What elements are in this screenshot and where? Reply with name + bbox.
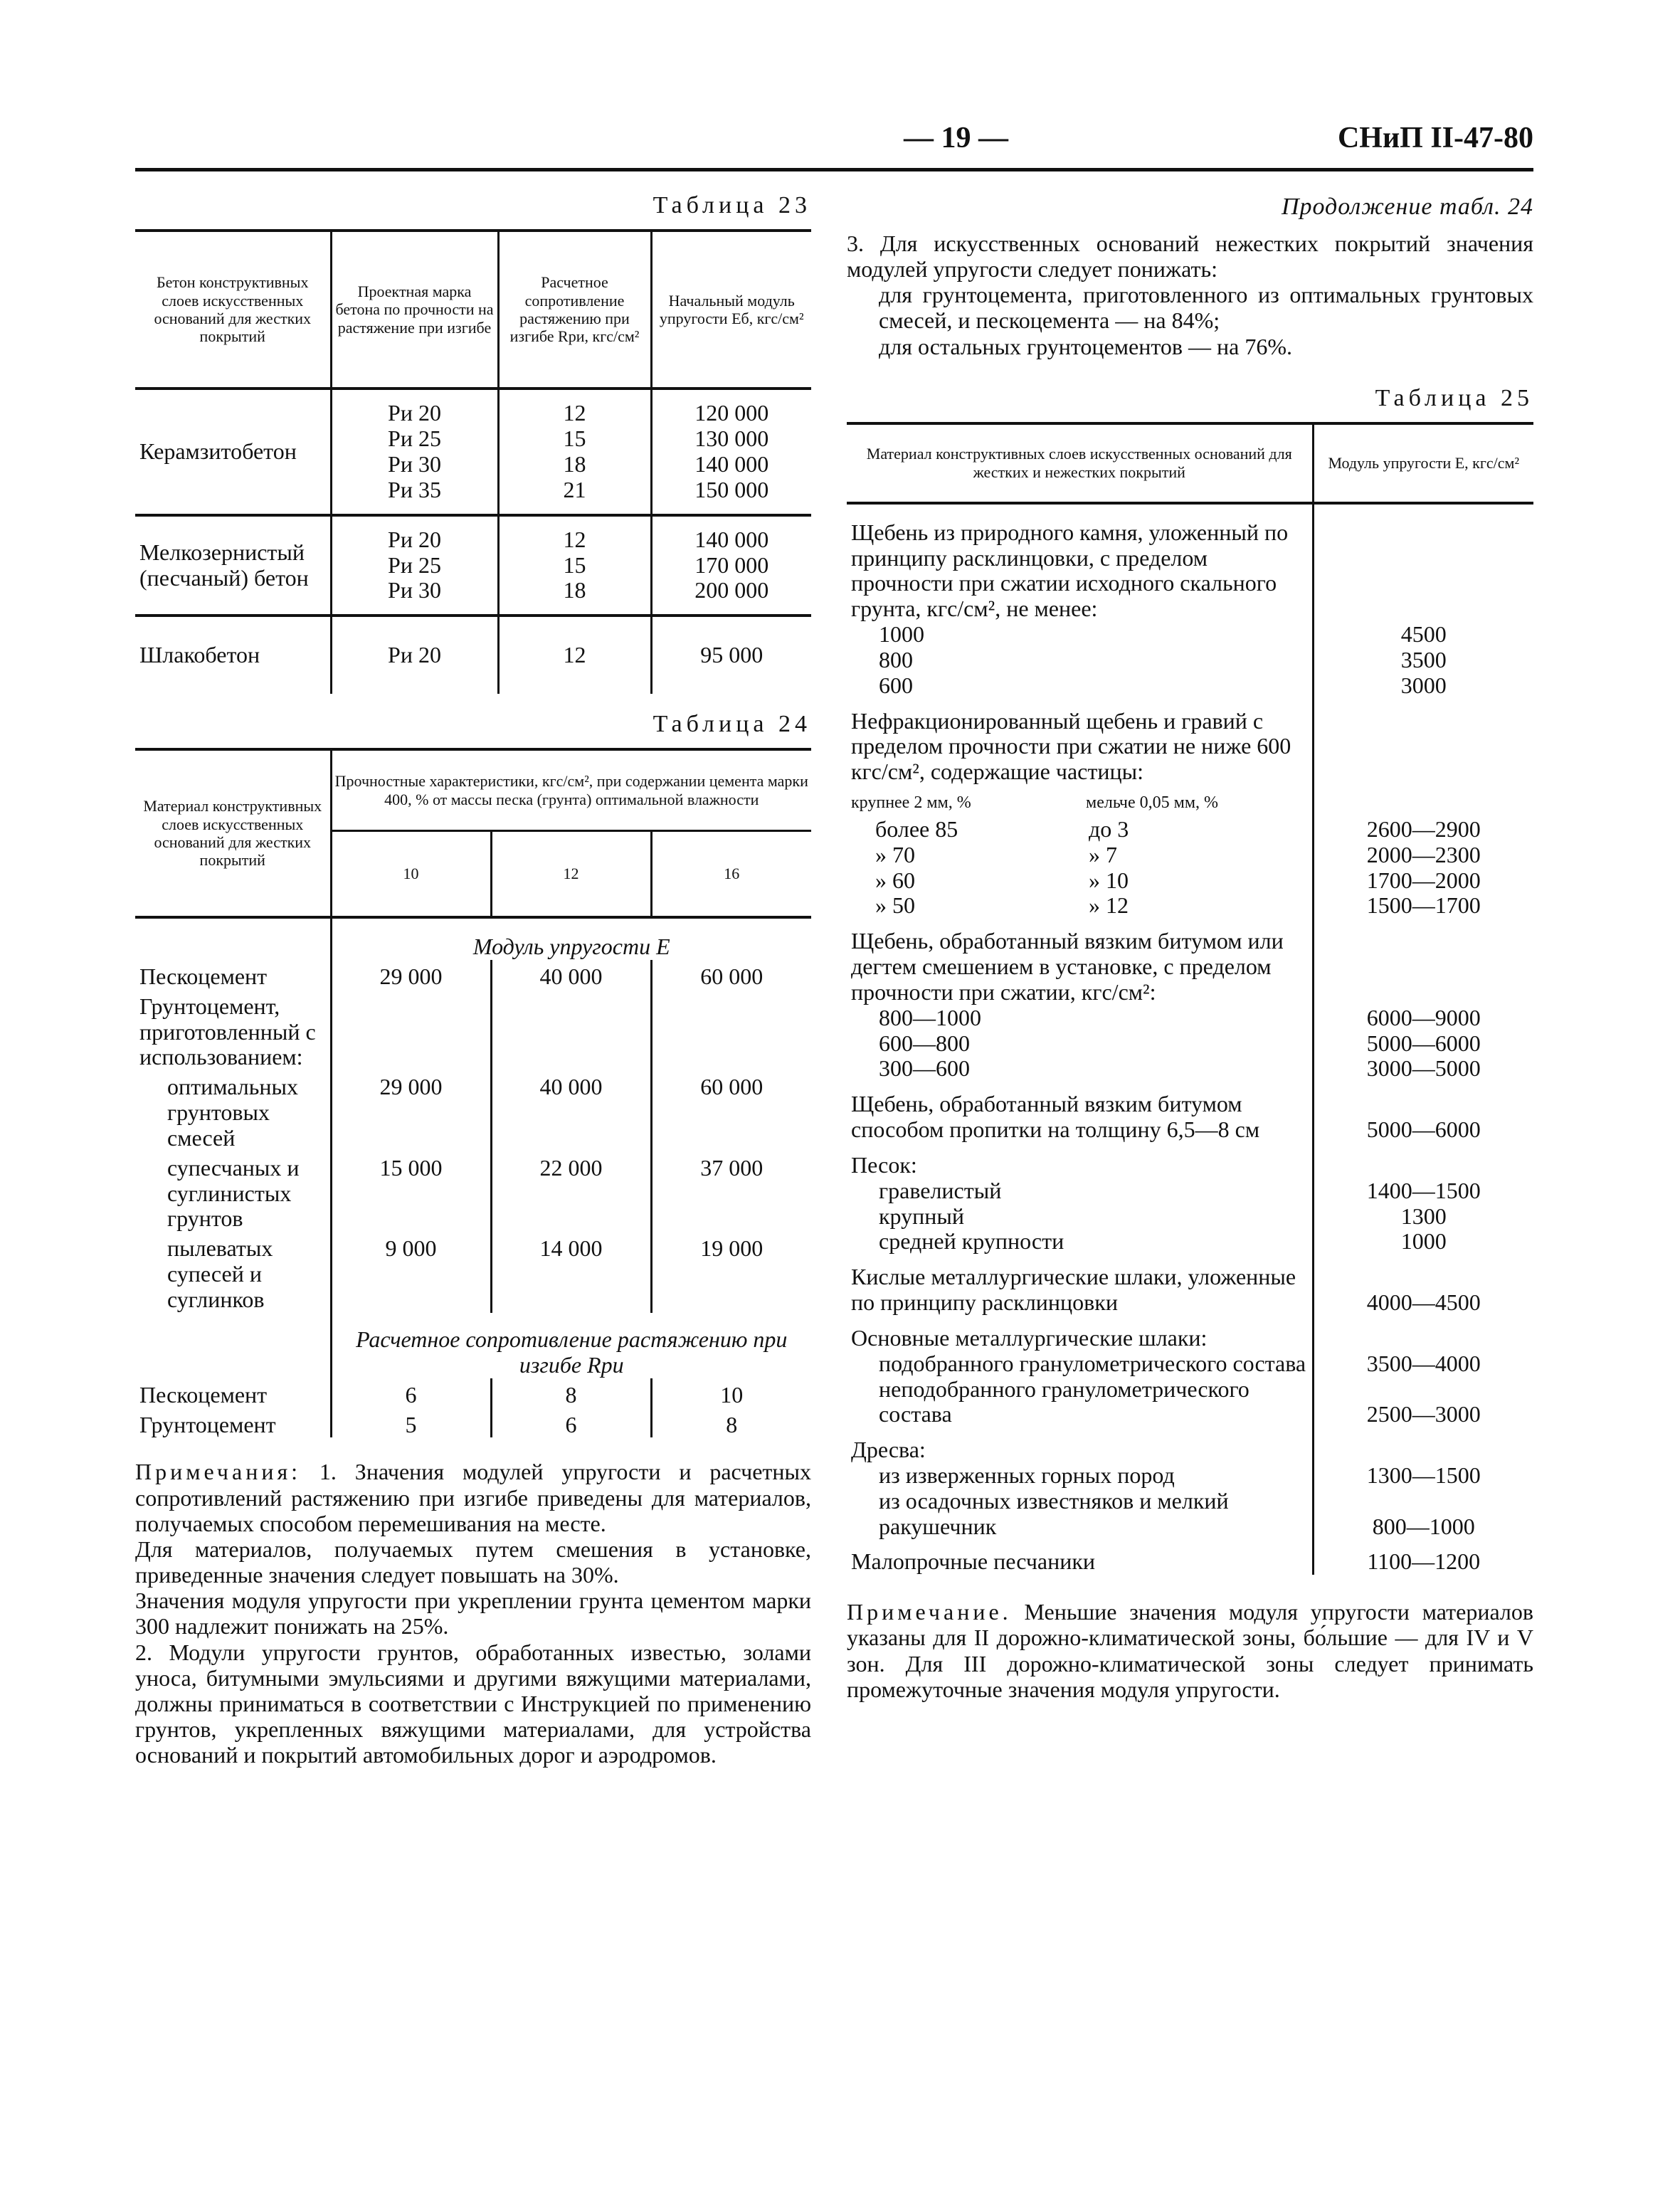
table25-modulus: 1400—1500 <box>1313 1178 1533 1204</box>
table25-material: 800 <box>879 646 913 672</box>
table24-value: 22 000 <box>491 1151 651 1232</box>
table25-modulus <box>1313 1427 1533 1463</box>
table25-header: Модуль упругости E, кгс/см² <box>1313 423 1533 503</box>
table23-value: 12 <box>563 642 586 668</box>
table24-material: супесчаных и суглинистых грунтов <box>167 1154 300 1232</box>
table25-material: средней крупности <box>879 1228 1064 1255</box>
table24-value: 40 000 <box>491 1070 651 1151</box>
table23-cell <box>651 616 811 694</box>
table24-value: 40 000 <box>491 960 651 990</box>
table24-value: 60 000 <box>651 1070 811 1151</box>
table25-modulus: 2000—2300 <box>1313 843 1533 868</box>
table25-empty <box>1313 785 1533 817</box>
table23-material: Шлакобетон <box>139 642 260 668</box>
table24-value: 6 <box>331 1378 491 1408</box>
particle-fine: » 10 <box>1089 867 1129 893</box>
table24-continuation-caption: Продолжение табл. 24 <box>1281 194 1533 220</box>
note-25 <box>847 1599 1533 1702</box>
table25-modulus: 3500 <box>1313 648 1533 673</box>
table24-material: оптимальных грунтовых смесей <box>167 1074 298 1151</box>
table24-value: 9 000 <box>331 1232 491 1312</box>
table25-caption: Таблица 25 <box>1375 384 1533 411</box>
table25-material <box>847 893 1313 919</box>
left-column <box>135 192 811 1768</box>
table24-value: 29 000 <box>331 960 491 990</box>
table25-material: Кислые металлургические шлаки, уложенные по принципу расклинцовки <box>851 1264 1296 1316</box>
header-rule <box>135 168 1533 171</box>
particle-fine: до 3 <box>1089 815 1129 842</box>
table25-modulus: 4500 <box>1313 622 1533 648</box>
table23-cell <box>498 616 651 694</box>
table25-row <box>847 520 1533 622</box>
table24-header-material: Материал конструктивных слоев искусственных оснований для жестких покрытий <box>135 749 331 917</box>
table23-value: 95 000 <box>700 642 764 668</box>
table25-row <box>847 1082 1533 1143</box>
table25-row <box>847 1463 1533 1489</box>
table25-modulus: 1000 <box>1313 1229 1533 1255</box>
table25-modulus: 1300—1500 <box>1313 1463 1533 1489</box>
note25-para: Примечание. Меньшие значения модуля упругости материалов указаны для II дорожно-климатической зоны, бо́льшие — для IV и V зон. Для III дорожно-климатической зоны следует принимать промежуточные значения модуля упругости. <box>847 1599 1534 1702</box>
table25-row <box>847 1316 1533 1351</box>
table25-modulus: 3000 <box>1313 673 1533 699</box>
table24-value: 29 000 <box>331 1070 491 1151</box>
table25-material: 300—600 <box>879 1055 970 1082</box>
table25-modulus: 3000—5000 <box>1313 1056 1533 1082</box>
table25-row <box>847 648 1533 673</box>
table25-row <box>847 622 1533 648</box>
table24-value <box>651 990 811 1070</box>
table25-material: Щебень из природного камня, уложенный по принципу расклинцовки, с пределом прочности при сжатии исходного скального грунта, кгс/см², не менее: <box>851 519 1289 622</box>
table25-material: крупный <box>879 1203 964 1229</box>
notes24-title: Примечания: <box>135 1459 302 1485</box>
table25-material: Дресва: <box>851 1437 926 1463</box>
table25-modulus: 1300 <box>1313 1204 1533 1230</box>
cont24-para: 3. Для искусственных оснований нежестких покрытий значения модулей упругости следует понижать: <box>847 231 1533 283</box>
table25-material: из осадочных известняков и мелкий ракушечник <box>879 1487 1229 1539</box>
table24-value: 37 000 <box>651 1151 811 1232</box>
table25-row <box>847 1143 1533 1178</box>
notes24-para: Для материалов, получаемых путем смешения в установке, приведенные значения следует повышать на 30%. <box>135 1536 811 1588</box>
table25-modulus <box>1313 520 1533 622</box>
table25-material: из изверженных горных пород <box>879 1462 1175 1488</box>
table25-row <box>847 1005 1533 1031</box>
table23-header: Начальный модуль упругости Eб, кгс/см² <box>651 231 811 389</box>
table25-material: Щебень, обработанный вязким битумом или дегтем смешением в установке, с пределом прочности при сжатии, кгс/см²: <box>851 928 1284 1005</box>
table25-material: подобранного гранулометрического состава <box>879 1350 1306 1376</box>
table25-particle-subheader <box>847 785 1313 817</box>
table25-header-row <box>847 423 1533 503</box>
table25-material: 600 <box>879 672 913 698</box>
table25-row <box>847 1351 1533 1377</box>
table23-caption: Таблица 23 <box>653 192 811 218</box>
notes24-para: Значения модуля упругости при укреплении грунта цементом марки 300 надлежит понижать на 25%. <box>135 1588 811 1640</box>
table24-value: 15 000 <box>331 1151 491 1232</box>
particle-coarse: более 85 <box>875 815 958 842</box>
table25-row <box>847 843 1533 868</box>
table23-material: Мелкозернистый (песчаный) бетон <box>139 539 309 591</box>
table-23 <box>135 229 811 694</box>
right-column <box>847 192 1533 1702</box>
table24-row <box>135 1070 811 1151</box>
table24-row <box>135 990 811 1070</box>
notes24-para: 2. Модули упругости грунтов, обработанных известью, золами уноса, битумными эмульсиями и другими вяжущими материалами, должны приниматься в соответствии с Инструкцией по применению грунтов, укрепленных вяжущими материалами, для устройства оснований и покрытий автомобильных дорог и аэродромов. <box>135 1639 811 1768</box>
table24-material: пылеватых супесей и суглинков <box>167 1235 273 1312</box>
table24-value: 60 000 <box>651 960 811 990</box>
particle-coarse: » 70 <box>875 841 915 867</box>
table25-modulus <box>1313 1316 1533 1351</box>
table23-value: 120 000 <box>694 400 769 426</box>
table25-material: Основные металлургические шлаки: <box>851 1324 1208 1351</box>
table23-cell <box>331 616 498 694</box>
table23-value: 130 000 <box>694 426 769 452</box>
table24-caption: Таблица 24 <box>653 711 811 737</box>
table24-row <box>135 1151 811 1232</box>
table23-value: 140 000 <box>694 526 769 552</box>
table23-value: 21 <box>563 476 586 502</box>
table25-row <box>847 893 1533 919</box>
table24-value: 14 000 <box>491 1232 651 1312</box>
table23-value: Ри 20 <box>388 642 441 668</box>
table23-value: 12 <box>563 400 586 426</box>
table24-col-10: 10 <box>331 831 491 917</box>
table25-modulus: 5000—6000 <box>1313 1031 1533 1057</box>
table23-cell <box>498 515 651 616</box>
table25-material <box>847 843 1313 868</box>
table23-value: Ри 35 <box>388 476 441 502</box>
table24-value: 10 <box>651 1378 811 1408</box>
table25-material: Щебень, обработанный вязким битумом способом пропитки на толщину 6,5—8 см <box>851 1091 1260 1143</box>
table23-header: Бетон конструктивных слоев искусственных оснований для жестких покрытий <box>135 231 331 389</box>
table24-material: Грунтоцемент, приготовленный с использованием: <box>139 993 316 1070</box>
table25-material: 800—1000 <box>879 1004 981 1030</box>
table25-row <box>847 868 1533 894</box>
table-25 <box>847 422 1533 1575</box>
notes-24 <box>135 1459 811 1768</box>
table23-row <box>135 389 811 515</box>
table25-row <box>847 1204 1533 1230</box>
table25-modulus <box>1313 919 1533 1005</box>
table25-modulus: 2500—3000 <box>1313 1377 1533 1428</box>
table23-value: Ри 30 <box>388 451 441 477</box>
table24-value: 5 <box>331 1408 491 1438</box>
table24-row <box>135 1232 811 1312</box>
table23-value: Ри 20 <box>388 526 441 552</box>
table24-value: 8 <box>651 1408 811 1438</box>
table25-row <box>847 699 1533 785</box>
table23-value: Ри 30 <box>388 577 441 603</box>
notes24-para: Примечания: 1. Значения модулей упругости и расчетных сопротивлений растяжению при изгибе приведены для материалов, получаемых способом перемешивания на месте. <box>135 1459 812 1536</box>
table25-material <box>847 817 1313 843</box>
page-number: — 19 — <box>904 122 1008 154</box>
table24-header-group: Прочностные характеристики, кгс/см², при содержании цемента марки 400, % от массы песка (грунта) оптимальной влажности <box>331 749 811 831</box>
table25-modulus: 1500—1700 <box>1313 893 1533 919</box>
table25-modulus: 6000—9000 <box>1313 1005 1533 1031</box>
particle-fine: » 7 <box>1089 841 1117 867</box>
table24-value <box>331 990 491 1070</box>
table24-section-resistance: Расчетное сопротивление растяжению при изгибе Rри <box>331 1313 811 1378</box>
table24-value: 19 000 <box>651 1232 811 1312</box>
particle-fine: » 12 <box>1089 892 1129 919</box>
table25-material: 600—800 <box>879 1030 970 1056</box>
table23-value: Ри 20 <box>388 400 441 426</box>
table23-cell <box>651 515 811 616</box>
particle-coarse: » 50 <box>875 892 915 919</box>
table24-row <box>135 1408 811 1438</box>
table25-modulus: 1700—2000 <box>1313 868 1533 894</box>
table24-section-modulus: Модуль упругости E <box>331 917 811 960</box>
table23-header: Расчетное сопротивление растяжению при изгибе Rри, кгс/см² <box>498 231 651 389</box>
table25-modulus: 2600—2900 <box>1313 817 1533 843</box>
table24-material: Грунтоцемент <box>139 1411 276 1437</box>
table23-value: 18 <box>563 577 586 603</box>
table25-row <box>847 1255 1533 1316</box>
particle-coarse: » 60 <box>875 867 915 893</box>
table24-col-12: 12 <box>491 831 651 917</box>
table24-material: Пескоцемент <box>139 963 268 989</box>
table23-value: 150 000 <box>694 476 769 502</box>
table25-material: гравелистый <box>879 1177 1002 1203</box>
table25-modulus <box>1313 699 1533 785</box>
table23-cell <box>331 515 498 616</box>
table23-value: 15 <box>563 426 586 452</box>
table25-modulus: 5000—6000 <box>1313 1082 1533 1143</box>
table25-material: Малопрочные песчаники <box>851 1548 1096 1575</box>
table23-value: Ри 25 <box>388 426 441 452</box>
note25-title: Примечание. <box>847 1599 1012 1625</box>
table-24 <box>135 748 811 1437</box>
table25-material <box>847 868 1313 894</box>
subheader-fine: мельче 0,05 мм, % <box>1086 793 1219 813</box>
table23-header: Проектная марка бетона по прочности на растяжение при изгибе <box>331 231 498 389</box>
table23-value: 170 000 <box>694 551 769 578</box>
table25-material: Нефракционированный щебень и гравий с пределом прочности при сжатии не ниже 600 кгс/см², содержащие частицы: <box>851 707 1291 785</box>
table23-value: 12 <box>563 526 586 552</box>
table25-row <box>847 817 1533 843</box>
table23-value: 18 <box>563 451 586 477</box>
table24-header-row <box>135 749 811 831</box>
table25-row <box>847 1377 1533 1428</box>
table23-row <box>135 515 811 616</box>
table25-material: неподобранного гранулометрического состава <box>879 1376 1250 1427</box>
table24-value: 8 <box>491 1378 651 1408</box>
table25-row <box>847 1178 1533 1204</box>
table23-value: Ри 25 <box>388 551 441 578</box>
table23-cell <box>331 389 498 515</box>
table25-modulus: 3500—4000 <box>1313 1351 1533 1377</box>
document-code: СНиП II-47-80 <box>1337 122 1533 154</box>
table25-modulus: 1100—1200 <box>1313 1539 1533 1575</box>
table25-row <box>847 1489 1533 1540</box>
table23-value: 15 <box>563 551 586 578</box>
table25-modulus: 4000—4500 <box>1313 1255 1533 1316</box>
table25-header: Материал конструктивных слоев искусственных оснований для жестких и нежестких покрытий <box>847 423 1313 503</box>
table24-section-row <box>135 917 811 960</box>
table25-row <box>847 1427 1533 1463</box>
table25-row <box>847 1539 1533 1575</box>
table23-cell <box>651 389 811 515</box>
table24-value: 6 <box>491 1408 651 1438</box>
table25-row <box>847 1031 1533 1057</box>
table23-value: 140 000 <box>694 451 769 477</box>
table24-row <box>135 1378 811 1408</box>
table23-material: Керамзитобетон <box>139 438 297 465</box>
cont24-para: для грунтоцемента, приготовленного из оптимальных грунтовых смесей, и пескоцемента — на 84%; <box>879 282 1533 334</box>
table25-row <box>847 673 1533 699</box>
table25-material: Песок: <box>851 1151 917 1178</box>
table25-row <box>847 1229 1533 1255</box>
table25-row <box>847 1056 1533 1082</box>
subheader-coarse: крупнее 2 мм, % <box>851 793 971 813</box>
table24-col-16: 16 <box>651 831 811 917</box>
table24-section-row <box>135 1313 811 1378</box>
table23-row <box>135 616 811 694</box>
table25-row <box>847 919 1533 1005</box>
cont24-para: для остальных грунтоцементов — на 76%. <box>879 333 1292 359</box>
table24-value <box>491 990 651 1070</box>
table25-subheader-row <box>847 785 1533 817</box>
table23-value: 200 000 <box>694 577 769 603</box>
table23-cell <box>498 389 651 515</box>
table25-modulus <box>1313 1143 1533 1178</box>
table25-modulus: 800—1000 <box>1313 1489 1533 1540</box>
table24-row <box>135 960 811 990</box>
table23-header-row <box>135 231 811 389</box>
table25-material: 1000 <box>879 621 924 648</box>
page-header <box>135 121 1533 168</box>
table24-material: Пескоцемент <box>139 1381 268 1408</box>
